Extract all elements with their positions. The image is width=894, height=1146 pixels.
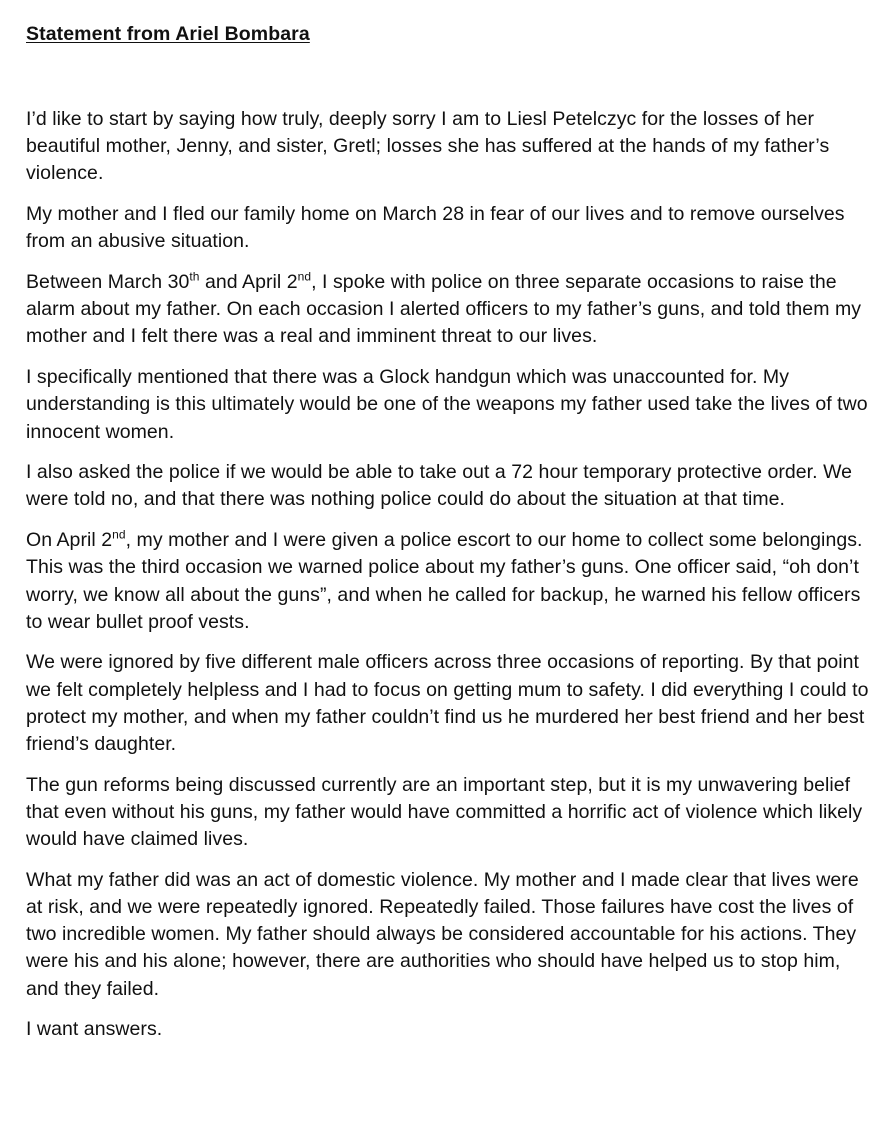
paragraph-protective-order: I also asked the police if we would be able to take out a 72 hour temporary protective order. We were told no, and that there was nothing police could do about the situation at that time. [26,461,853,511]
document-body [26,106,878,1044]
document-page [26,22,878,1057]
document-title: Statement from Ariel Bombara [26,23,310,45]
paragraph-glock: I specifically mentioned that there was a Glock handgun which was unaccounted for. My understanding is this ultimately would be one of the weapons my father used take the lives of two innocent women. [26,366,868,443]
paragraph-ignored: We were ignored by five different male officers across three occasions of reporting. By that point we felt completely helpless and I had to focus on getting mum to safety. I did everything I could to protect my mother, and when my father couldn’t find us he murdered her best friend and her best friend’s daughter. [26,651,869,756]
paragraph-gun-reforms: The gun reforms being discussed currently are an important step, but it is my unwavering belief that even without his guns, my father would have committed a horrific act of violence which likely would have claimed lives. [26,773,863,851]
paragraph-police-contact: Between March 30th and April 2nd, I spoke with police on three separate occasions to raise the alarm about my father. On each occasion I alerted officers to my father’s guns, and told them my mother and I felt there was a real and imminent threat to our lives. [26,269,862,348]
paragraph-fled-home: My mother and I fled our family home on March 28 in fear of our lives and to remove ourselves from an abusive situation. [26,203,845,253]
paragraph-want-answers: I want answers. [26,1018,163,1041]
paragraph-apology: I’d like to start by saying how truly, deeply sorry I am to Liesl Petelczyc for the losses of her beautiful mother, Jenny, and sister, Gretl; losses she has suffered at the hands of my father’s violence. [26,108,830,185]
paragraph-domestic-violence: What my father did was an act of domestic violence. My mother and I made clear that lives were at risk, and we were repeatedly ignored. Repeatedly failed. Those failures have cost the lives of two incredible women. My father should always be considered accountable for his actions. They were his and his alone; however, there are authorities who should have helped us to stop him, and they failed. [26,868,859,1000]
paragraph-police-escort: On April 2nd, my mother and I were given a police escort to our home to collect some belongings. This was the third occasion we warned police about my father’s guns. One officer said, “oh don’t worry, we know all about the guns”, and when he called for backup, he warned his fellow officers to wear bullet proof vests. [26,527,863,633]
